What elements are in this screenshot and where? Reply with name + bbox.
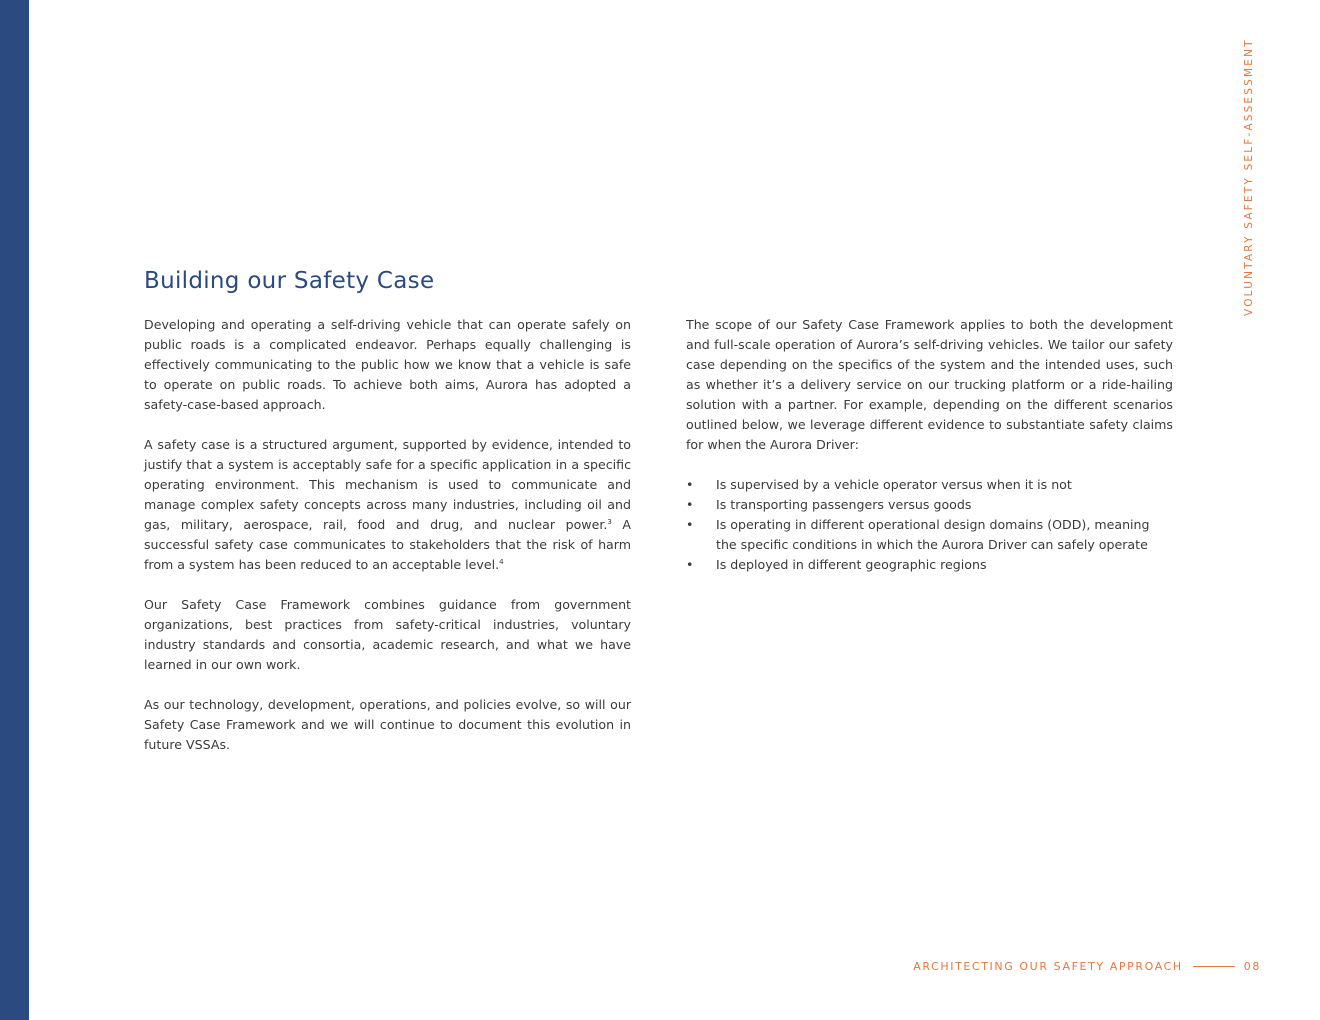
page-number: 08 [1243, 960, 1261, 973]
paragraph-text: A successful safety case communicates to stakeholders that the risk of harm from a system has been reduced to an acceptable level. [144, 517, 631, 572]
paragraph-intro: Developing and operating a self-driving vehicle that can operate safely on public roads is a complicated endeavor. Perhaps equally challenging is effectively communicating to the public how we know that a vehicle is safe to operate on public roads. To achieve both aims, Aurora has adopted a safety-case-based approach. [144, 317, 631, 412]
left-text-column [144, 315, 631, 775]
list-item-text: Is supervised by a vehicle operator versus when it is not [716, 477, 1072, 492]
right-text-column [686, 315, 1173, 575]
footer-divider [1193, 966, 1235, 967]
footer-section-title: ARCHITECTING OUR SAFETY APPROACH [913, 960, 1183, 973]
paragraph-framework: Our Safety Case Framework combines guidance from government organizations, best practices from safety-critical industries, voluntary industry standards and consortia, academic research, and what we have learned in our own work. [144, 597, 631, 672]
scenario-list [686, 475, 1173, 575]
footnote-ref-4: 4 [499, 557, 504, 566]
list-item [686, 515, 1173, 555]
bullet-icon: • [686, 557, 694, 572]
bullet-icon: • [686, 517, 694, 532]
paragraph-evolution: As our technology, development, operations, and policies evolve, so will our Safety Case Framework and we will continue to document this evolution in future VSSAs. [144, 697, 631, 752]
bullet-icon: • [686, 477, 694, 492]
list-item [686, 475, 1173, 495]
bullet-icon: • [686, 497, 694, 512]
paragraph-scope: The scope of our Safety Case Framework applies to both the development and full-scale operation of Aurora’s self-driving vehicles. We tailor our safety case depending on the specifics of the system and the intended uses, such as whether it’s a delivery service on our trucking platform or a ride-hailing solution with a partner. For example, depending on the different scenarios outlined below, we leverage different evidence to substantiate safety claims for when the Aurora Driver: [686, 317, 1173, 452]
footnote-ref-3: 3 [607, 517, 612, 526]
left-accent-bar [0, 0, 29, 1020]
paragraph-text: A safety case is a structured argument, supported by evidence, intended to justify that a system is acceptably safe for a specific application in a specific operating environment. This mechanism is used to communicate and manage complex safety concepts across many industries, including oil and gas, military, aerospace, rail, food and drug, and nuclear power. [144, 437, 631, 532]
list-item [686, 495, 1173, 515]
list-item-text: Is operating in different operational design domains (ODD), meaning the specific conditions in which the Aurora Driver can safely operate [716, 517, 1150, 552]
list-item [686, 555, 1173, 575]
side-document-label: VOLUNTARY SAFETY SELF-ASSESSMENT [1243, 38, 1255, 316]
page-footer [913, 960, 1261, 973]
list-item-text: Is transporting passengers versus goods [716, 497, 972, 512]
list-item-text: Is deployed in different geographic regions [716, 557, 987, 572]
paragraph-safety-case-definition [144, 435, 631, 575]
section-heading: Building our Safety Case [144, 268, 435, 294]
